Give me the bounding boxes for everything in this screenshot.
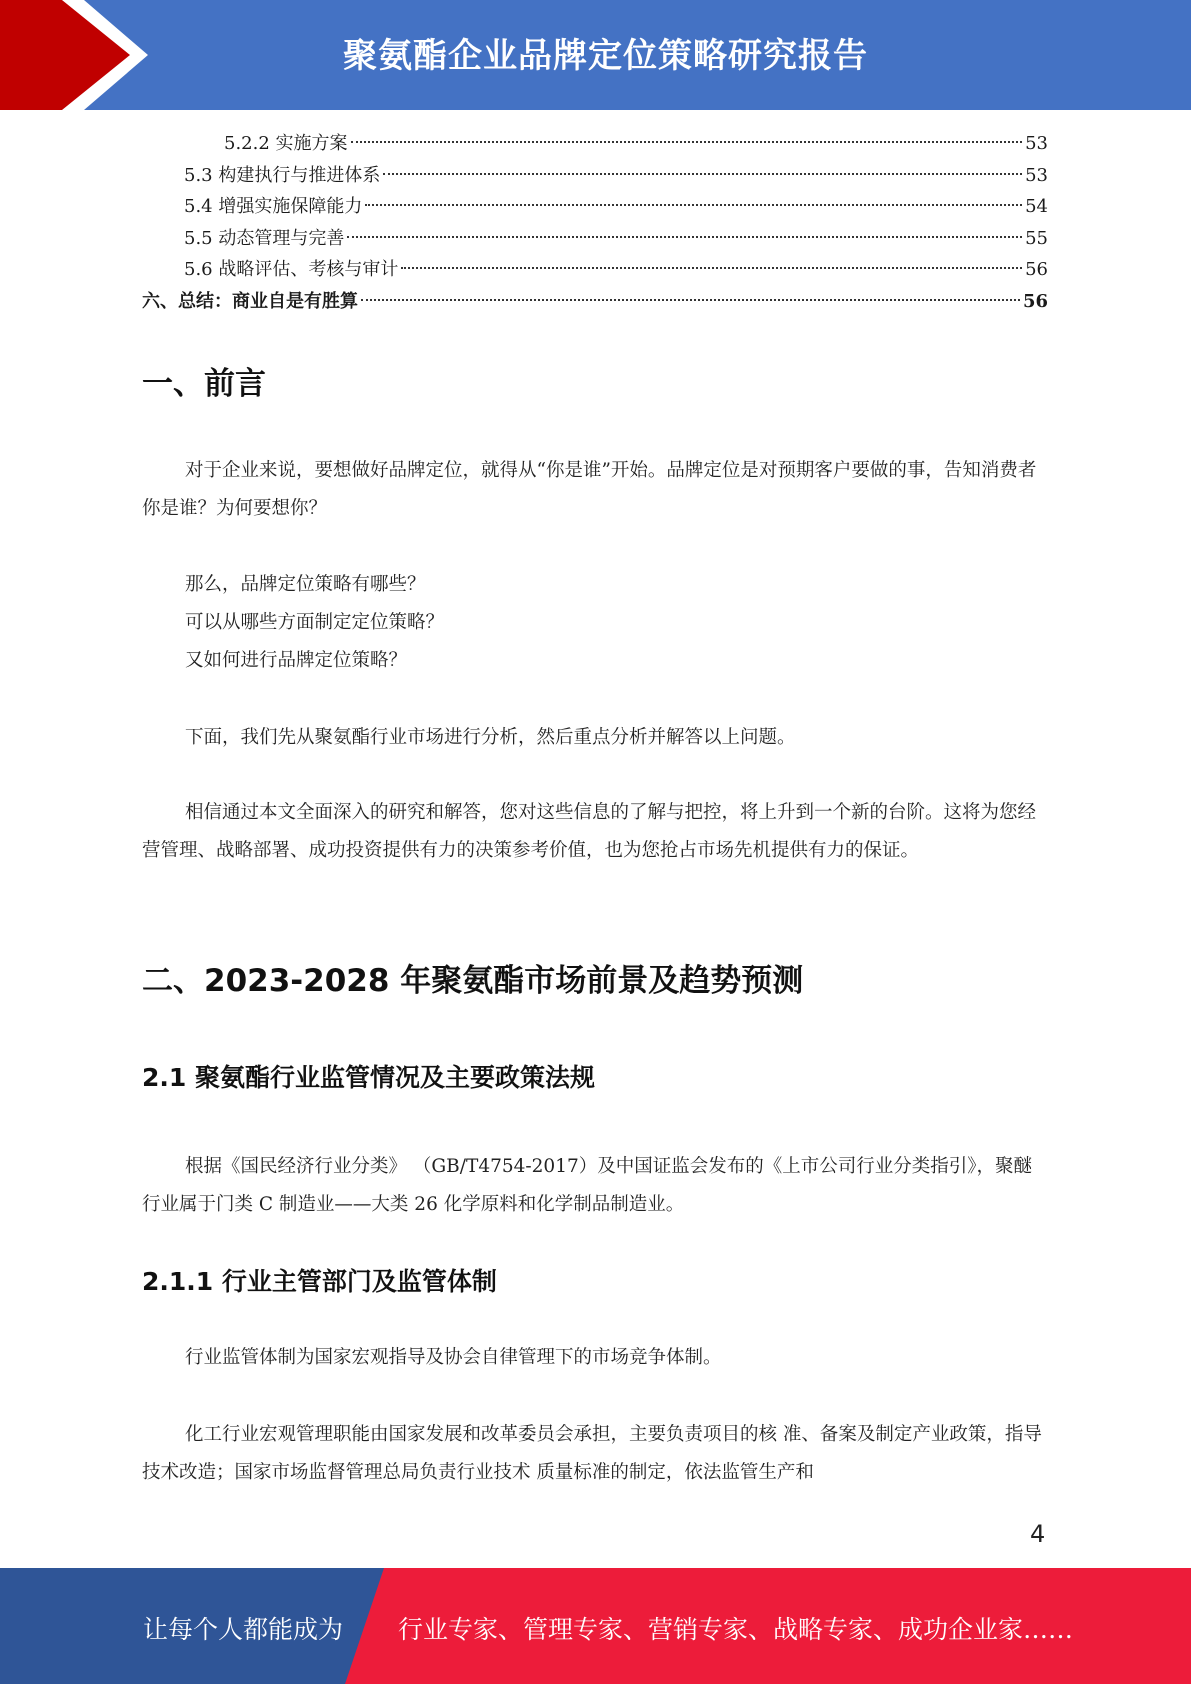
toc-leader-dots	[351, 141, 1023, 143]
toc-entry-label: 5.6 战略评估、考核与审计	[184, 259, 399, 280]
toc-entry-page: 54	[1025, 196, 1048, 217]
page-number: 4	[1030, 1520, 1046, 1548]
toc-entry[interactable]	[142, 128, 1048, 160]
toc-entry[interactable]	[142, 160, 1048, 192]
paragraph: 化工行业宏观管理职能由国家发展和改革委员会承担，主要负责项目的核 准、备案及制定产业政策，指导技术改造；国家市场监督管理总局负责行业技术 质量标准的制定，依法监管生产和	[142, 1424, 1042, 1483]
toc-entry-label: 5.5 动态管理与完善	[184, 227, 345, 249]
toc-entry-label: 5.3 构建执行与推进体系	[184, 164, 381, 186]
toc-entry[interactable]	[142, 286, 1048, 318]
section-heading-forecast: 二、2023-2028 年聚氨酯市场前景及趋势预测	[142, 963, 804, 999]
toc-entry[interactable]	[142, 223, 1048, 255]
subsection-heading: 2.1 聚氨酯行业监管情况及主要政策法规	[142, 1063, 595, 1092]
page-footer	[0, 1568, 1191, 1684]
toc-entry[interactable]	[142, 191, 1048, 223]
question-line: 可以从哪些方面制定定位策略？	[185, 612, 445, 633]
toc-entry-page: 53	[1025, 164, 1048, 186]
footer-slogan-left: 让每个人都能成为	[143, 1615, 344, 1644]
paragraph: 下面，我们先从聚氨酯行业市场进行分析，然后重点分析并解答以上问题。	[185, 727, 796, 748]
toc-leader-dots	[347, 236, 1022, 238]
toc-entry-page: 55	[1025, 227, 1048, 249]
toc-entry[interactable]	[142, 254, 1048, 286]
paragraph: 行业监管体制为国家宏观指导及协会自律管理下的市场竞争体制。	[185, 1347, 722, 1368]
report-title: 聚氨酯企业品牌定位策略研究报告	[343, 36, 868, 76]
subsection-heading: 2.1.1 行业主管部门及监管体制	[142, 1267, 497, 1296]
question-line: 那么，品牌定位策略有哪些？	[185, 574, 426, 595]
table-of-contents	[142, 128, 1048, 317]
paragraph: 相信通过本文全面深入的研究和解答，您对这些信息的了解与把控，将上升到一个新的台阶。这将为您经营管理、战略部署、成功投资提供有力的决策参考价值，也为您抢占市场先机提供有力的保证。	[142, 802, 1037, 861]
toc-leader-dots	[401, 267, 1022, 269]
toc-leader-dots	[365, 204, 1022, 206]
toc-entry-page: 53	[1025, 133, 1048, 154]
paragraph: 对于企业来说，要想做好品牌定位，就得从“你是谁”开始。品牌定位是对预期客户要做的事，告知消费者你是谁？为何要想你？	[142, 460, 1037, 519]
toc-entry-label: 5.4 增强实施保障能力	[184, 196, 363, 217]
footer-slogan-right: 行业专家、管理专家、营销专家、战略专家、成功企业家……	[398, 1615, 1074, 1644]
question-line: 又如何进行品牌定位策略？	[185, 650, 408, 671]
paragraph: 根据《国民经济行业分类》 （GB/T4754-2017）及中国证监会发布的《上市公司行业分类指引》，聚醚行业属于门类 C 制造业——大类 26 化学原料和化学制品制造业。	[142, 1156, 1032, 1215]
toc-entry-page: 56	[1022, 290, 1048, 312]
toc-entry-label: 六、总结：商业自是有胜算	[142, 290, 358, 312]
section-heading-preface: 一、前言	[142, 366, 266, 402]
toc-entry-page: 56	[1025, 259, 1048, 280]
toc-entry-label: 5.2.2 实施方案	[224, 133, 348, 154]
page-header	[0, 0, 1191, 110]
toc-leader-dots	[361, 299, 1020, 301]
toc-leader-dots	[383, 173, 1022, 175]
